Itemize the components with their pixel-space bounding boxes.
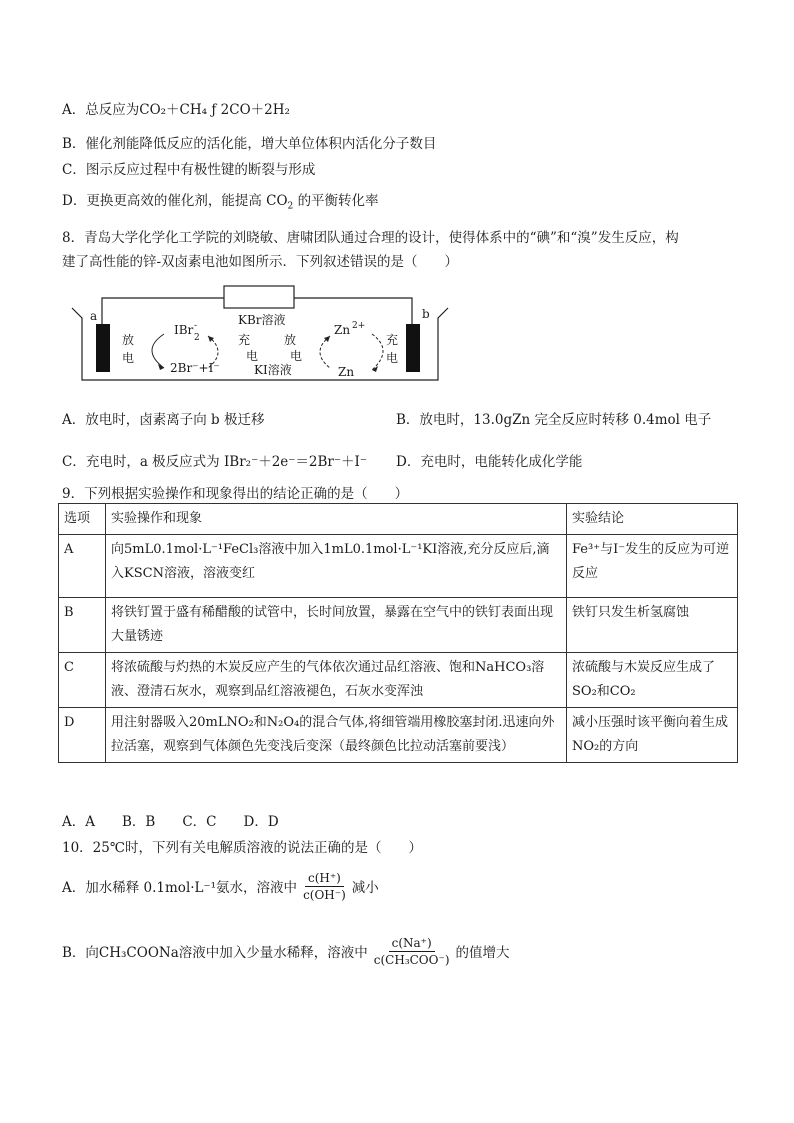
q8-stem-line-2: 建了高性能的锌-双卤素电池如图所示．下列叙述错误的是（ ）	[62, 254, 459, 270]
svg-text:2+: 2+	[352, 321, 366, 331]
q10-option-a: A．加水稀释 0.1mol·L⁻¹氨水，溶液中 $\frac{c(H^+)}{c(OH^-)}$ 减小	[62, 870, 379, 902]
br-i-label: 2Br⁻+I⁻	[170, 361, 220, 375]
ibr2-label: IBr	[174, 323, 194, 337]
arrow-discharge-right	[372, 334, 383, 370]
mid-fang: 放	[284, 333, 297, 347]
resistor	[224, 286, 294, 308]
electrode-a	[96, 324, 110, 372]
q10-stem: 10．25℃时，下列有关电解质溶液的说法正确的是（ ）	[62, 840, 422, 856]
q7-option-d: D．更换更高效的催化剂，能提高 $CO_2$ 的平衡转化率	[62, 193, 379, 212]
label-b: b	[422, 307, 430, 321]
header-option: 选项	[59, 504, 106, 535]
q7-option-a: A．总反应为CO₂＋CH₄ ƒ 2CO＋2H₂	[62, 102, 290, 118]
kbr-label: KBr溶液	[238, 313, 286, 327]
zn2-label: Zn	[334, 323, 351, 337]
svg-text:2: 2	[194, 333, 200, 343]
q9-stem: 9．下列根据实验操作和现象得出的结论正确的是（ ）	[62, 486, 409, 502]
q8-stem-line-1: 8．青岛大学化学化工学院的刘晓敏、唐啸团队通过合理的设计，使得体系中的“碘”和“溴”发生反应，构	[62, 230, 679, 246]
header-conclusion: 实验结论	[567, 504, 738, 535]
zn-label: Zn	[338, 365, 355, 379]
svg-text:-: -	[194, 321, 198, 331]
arrow-charge-right	[320, 336, 330, 368]
arrow-discharge-left	[152, 334, 164, 368]
q8-option-d: D．充电时，电能转化成化学能	[396, 454, 583, 470]
q10-b-fraction: $\frac{c(Na^+)}{\text{c(CH₃COO⁻)}}$	[373, 935, 450, 967]
q8-option-a: A．放电时，卤素离子向 b 极迁移	[62, 412, 265, 428]
label-a: a	[90, 309, 98, 323]
q7-option-a-formula: CO₂＋CH₄ ƒ 2CO＋2H₂	[139, 102, 290, 118]
q7-option-c: C．图示反应过程中有极性键的断裂与形成	[62, 162, 316, 178]
q8-option-c: C．充电时，a 极反应式为 IBr₂⁻＋2e⁻＝2Br⁻＋I⁻	[62, 454, 367, 470]
mid-dian: 电	[246, 349, 259, 363]
right-dian: 电	[386, 351, 399, 365]
table-row: B 将铁钉置于盛有稀醋酸的试管中，长时间放置，暴露在空气中的铁钉表面出现大量锈迹 铁钉只发生析氢腐蚀	[59, 598, 738, 653]
q10-option-b: B．向CH₃COONa溶液中加入少量水稀释，溶液中 $\frac{c(Na^+)}{\text{c(CH₃COO⁻)}}$ 的值增大	[62, 935, 510, 967]
table-row: A 向5mL0.1mol·L⁻¹FeCl₃溶液中加入1mL0.1mol·L⁻¹KI溶液,充分反应后,滴入KSCN溶液，溶液变红 Fe³⁺与I⁻发生的反应为可逆反应	[59, 535, 738, 598]
table-header-row	[59, 504, 738, 535]
header-operation: 实验操作和现象	[106, 504, 567, 535]
ki-label: KI溶液	[254, 363, 292, 377]
electrode-b	[406, 324, 420, 372]
table-row: C 将浓硫酸与灼热的木炭反应产生的气体依次通过品红溶液、饱和NaHCO₃溶液、澄清石灰水，观察到品红溶液褪色，石灰水变浑浊 浓硫酸与木炭反应生成了SO₂和CO₂	[59, 653, 738, 708]
q9-choices: A．A B．B C．C D．D	[62, 814, 279, 830]
mid-dian-2: 电	[290, 349, 303, 363]
left-fang: 放	[122, 333, 135, 347]
left-dian: 电	[122, 351, 135, 365]
table-row: D 用注射器吸入20mLNO₂和N₂O₄的混合气体,将细管端用橡胶塞封闭.迅速向外拉活塞，观察到气体颜色先变浅后变深（最终颜色比拉动活塞前要浅） 减小压强时该平衡向着生成NO₂的方向	[59, 708, 738, 763]
right-chong: 充	[386, 333, 399, 347]
q8-option-b: B．放电时，13.0gZn 完全反应时转移 0.4mol 电子	[396, 412, 712, 428]
q9-table	[58, 503, 738, 763]
wire-left	[102, 298, 224, 354]
battery-diagram	[68, 284, 452, 384]
q10-a-fraction: $\frac{c(H^+)}{c(OH^-)}$	[303, 870, 346, 902]
mid-chong: 充	[238, 333, 251, 347]
q7-option-b: B．催化剂能降低反应的活化能，增大单位体积内活化分子数目	[62, 136, 437, 152]
